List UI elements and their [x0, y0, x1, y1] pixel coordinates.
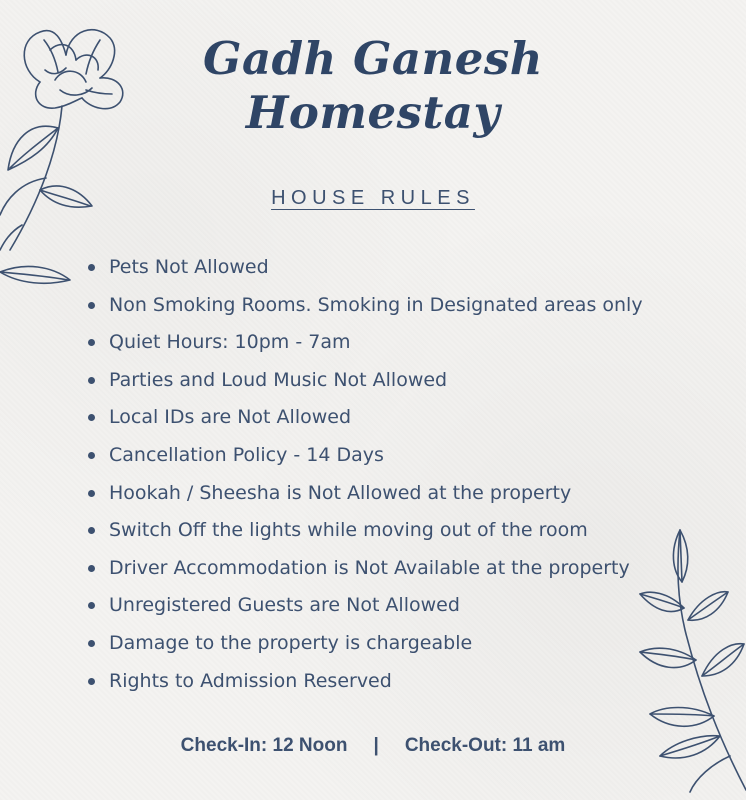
list-item: Parties and Loud Music Not Allowed [85, 362, 643, 400]
list-item: Local IDs are Not Allowed [85, 399, 643, 437]
list-item: Rights to Admission Reserved [85, 663, 643, 701]
page-title [0, 32, 746, 140]
list-item: Damage to the property is chargeable [85, 625, 643, 663]
list-item: Switch Off the lights while moving out of the room [85, 512, 643, 550]
list-item: Non Smoking Rooms. Smoking in Designated areas only [85, 287, 643, 325]
list-item: Unregistered Guests are Not Allowed [85, 587, 643, 625]
list-item: Driver Accommodation is Not Available at the property [85, 550, 643, 588]
list-item: Pets Not Allowed [85, 249, 643, 287]
title-line-2: Homestay [245, 86, 501, 139]
title-line-1: Gadh Ganesh [203, 32, 543, 85]
section-heading: HOUSE RULES [271, 187, 475, 209]
check-in-time: Check-In: 12 Noon [180, 735, 348, 756]
separator: | [373, 735, 379, 756]
rules-list [85, 249, 643, 700]
list-item: Cancellation Policy - 14 Days [85, 437, 643, 475]
check-out-time: Check-Out: 11 am [404, 735, 566, 756]
check-times [0, 735, 746, 757]
list-item: Quiet Hours: 10pm - 7am [85, 324, 643, 362]
list-item: Hookah / Sheesha is Not Allowed at the property [85, 475, 643, 513]
